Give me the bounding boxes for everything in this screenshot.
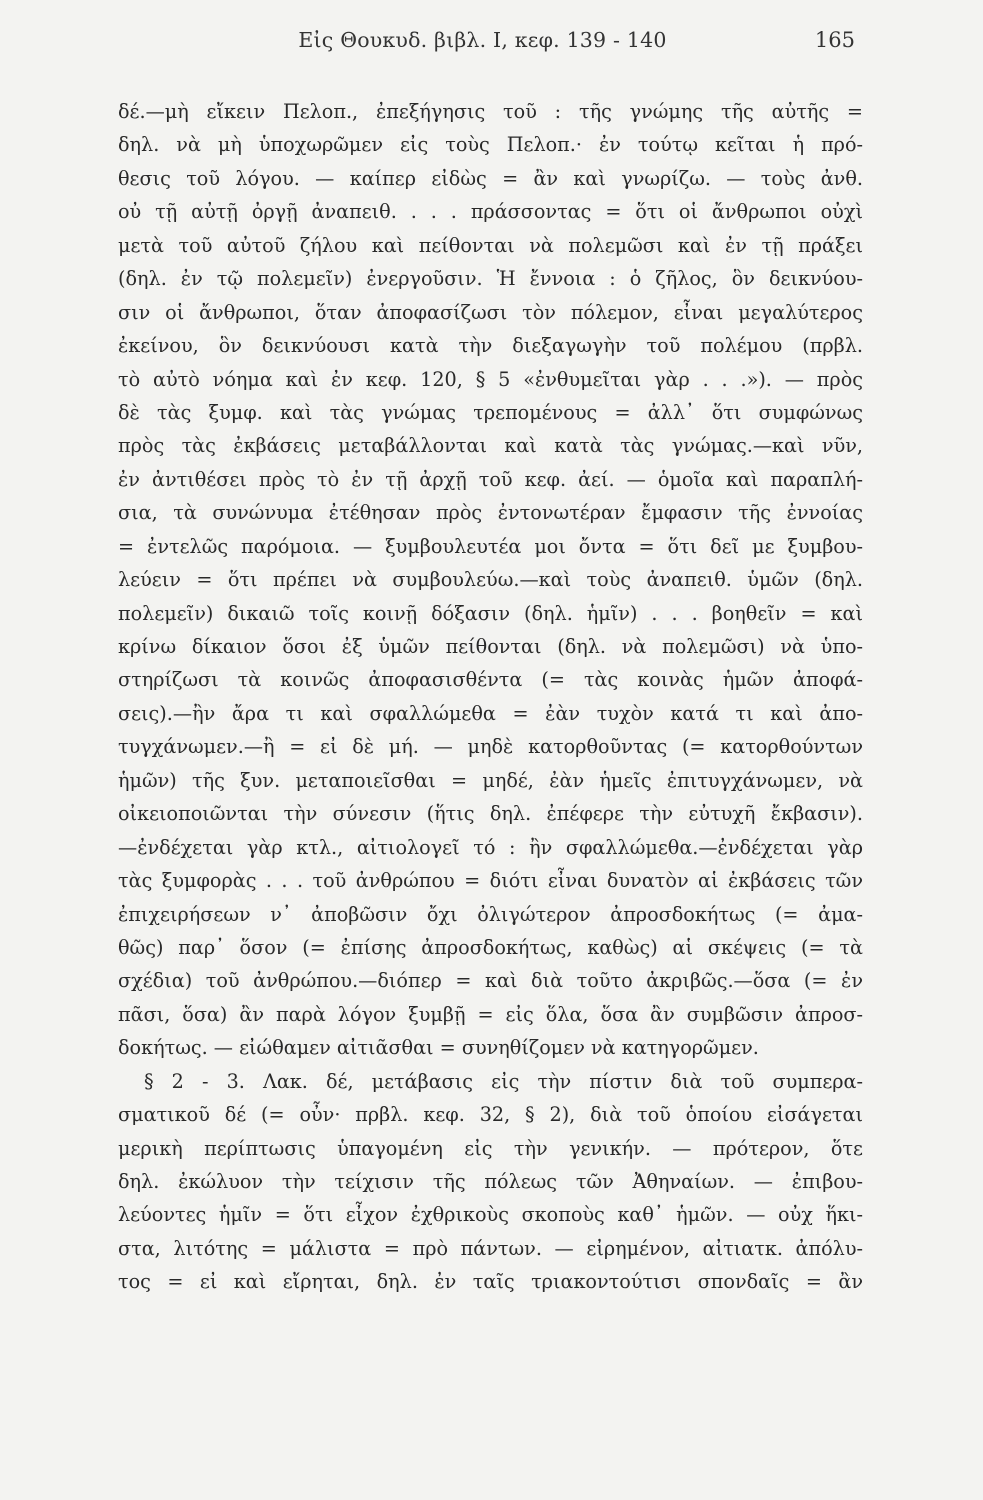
text-line: στα, λιτότης = μάλιστα = πρὸ πάντων. — εἰρημένον, αἰτιατκ. ἀπόλυ- xyxy=(118,1236,863,1260)
text-line: μερικὴ περίπτωσις ὑπαγομένη εἰς τὴν γενικήν. — πρότερον, ὅτε xyxy=(118,1136,863,1160)
paragraph-start-line: § 2 - 3. Λακ. δέ, μετάβασις εἰς τὴν πίστιν διὰ τοῦ συμπερα- xyxy=(144,1069,863,1093)
text-line: λεύοντες ἡμῖν = ὅτι εἶχον ἐχθρικοὺς σκοποὺς καθ᾽ ἡμῶν. — οὐχ ἥκι- xyxy=(118,1203,863,1227)
text-line: σματικοῦ δέ (= οὖν· πρβλ. κεφ. 32, § 2), διὰ τοῦ ὁποίου εἰσάγεται xyxy=(118,1103,863,1127)
text-line: πρὸς τὰς ἐκβάσεις μεταβάλλονται καὶ κατὰ τὰς γνώμας.—καὶ νῦν, xyxy=(118,434,863,458)
text-line: λεύειν = ὅτι πρέπει νὰ συμβουλεύω.—καὶ τοὺς ἀναπειθ. ὑμῶν (δηλ. xyxy=(118,568,863,592)
running-title: Εἰς Θουκυδ. βιβλ. Ι, κεφ. 139 - 140 xyxy=(298,28,667,52)
commentary-text xyxy=(118,95,863,1299)
text-line: ἐν ἀντιθέσει πρὸς τὸ ἐν τῇ ἀρχῇ τοῦ κεφ. ἀεί. — ὁμοῖα καὶ παραπλή- xyxy=(118,467,863,491)
text-line: σιν οἱ ἄνθρωποι, ὅταν ἀποφασίζωσι τὸν πόλεμον, εἶναι μεγαλύτερος xyxy=(118,300,863,324)
text-line: τος = εἰ καὶ εἴρηται, δηλ. ἐν ταῖς τριακοντούτισι σπονδαῖς = ἂν xyxy=(118,1270,863,1294)
text-line: δηλ. ἐκώλυον τὴν τείχισιν τῆς πόλεως τῶν Ἀθηναίων. — ἐπιβου- xyxy=(118,1170,863,1193)
text-line: τὰς ξυμφορὰς . . . τοῦ ἀνθρώπου = διότι εἶναι δυνατὸν αἱ ἐκβάσεις τῶν xyxy=(118,869,863,893)
text-line: κρίνω δίκαιον ὅσοι ἐξ ὑμῶν πείθονται (δηλ. νὰ πολεμῶσι) νὰ ὑπο- xyxy=(118,635,863,658)
text-line: μετὰ τοῦ αὐτοῦ ζήλου καὶ πείθονται νὰ πολεμῶσι καὶ ἐν τῇ πράξει xyxy=(118,233,863,257)
text-line: πολεμεῖν) δικαιῶ τοῖς κοινῇ δόξασιν (δηλ. ἡμῖν) . . . βοηθεῖν = καὶ xyxy=(118,601,863,625)
text-line: θῶς) παρ᾽ ὅσον (= ἐπίσης ἀπροσδοκήτως, καθὼς) αἱ σκέψεις (= τὰ xyxy=(118,935,863,959)
text-line: τυγχάνωμεν.—ἢ = εἰ δὲ μή. — μηδὲ κατορθοῦντας (= κατορθούντων xyxy=(118,735,863,759)
text-line: σια, τὰ συνώνυμα ἐτέθησαν πρὸς ἐντονωτέραν ἔμφασιν τῆς ἐννοίας xyxy=(118,501,863,525)
text-line: οὐ τῇ αὐτῇ ὀργῇ ἀναπειθ. . . . πράσσοντας = ὅτι οἱ ἄνθρωποι οὐχὶ xyxy=(118,200,863,224)
text-line: πᾶσι, ὅσα) ἂν παρὰ λόγον ξυμβῇ = εἰς ὅλα, ὅσα ἂν συμβῶσιν ἀπροσ- xyxy=(118,1002,863,1026)
text-line: θεσις τοῦ λόγου. — καίπερ εἰδὼς = ἂν καὶ γνωρίζω. — τοὺς ἀνθ. xyxy=(118,166,863,190)
text-line: στηρίζωσι τὰ κοινῶς ἀποφασισθέντα (= τὰς κοινὰς ἡμῶν ἀποφά- xyxy=(118,668,863,692)
text-line: σχέδια) τοῦ ἀνθρώπου.—διόπερ = καὶ διὰ τοῦτο ἀκριβῶς.—ὅσα (= ἐν xyxy=(118,969,863,993)
text-line: δὲ τὰς ξυμφ. καὶ τὰς γνώμας τρεπομένους = ἀλλ᾽ ὅτι συμφώνως xyxy=(118,400,863,424)
text-line: δέ.—μὴ εἴκειν Πελοπ., ἐπεξήγησις τοῦ : τῆς γνώμης τῆς αὐτῆς = xyxy=(118,100,863,123)
text-line: = ἐντελῶς παρόμοια. — ξυμβουλευτέα μοι ὄντα = ὅτι δεῖ με ξυμβου- xyxy=(118,534,863,558)
text-line: σεις).—ἢν ἄρα τι καὶ σφαλλώμεθα = ἐὰν τυχὸν κατά τι καὶ ἀπο- xyxy=(118,701,863,725)
running-head xyxy=(110,28,855,58)
text-line: (δηλ. ἐν τῷ πολεμεῖν) ἐνεργοῦσιν. Ἡ ἔννοια : ὁ ζῆλος, ὃν δεικνύου- xyxy=(118,267,863,291)
text-line: τὸ αὐτὸ νόημα καὶ ἐν κεφ. 120, § 5 «ἐνθυμεῖται γὰρ . . .»). — πρὸς xyxy=(118,367,863,391)
text-line: ἐπιχειρήσεων ν᾽ ἀποβῶσιν ὄχι ὀλιγώτερον ἀπροσδοκήτως (= ἀμα- xyxy=(118,902,863,926)
text-line: ἐκείνου, ὃν δεικνύουσι κατὰ τὴν διεξαγωγὴν τοῦ πολέμου (πρβλ. xyxy=(118,334,863,358)
text-line: δοκήτως. — εἰώθαμεν αἰτιᾶσθαι = συνηθίζομεν νὰ κατηγορῶμεν. xyxy=(118,1036,759,1060)
text-line: οἰκειοποιῶνται τὴν σύνεσιν (ἥτις δηλ. ἐπέφερε τὴν εὐτυχῆ ἔκβασιν). xyxy=(118,802,863,826)
text-line: —ἐνδέχεται γὰρ κτλ., αἰτιολογεῖ τό : ἢν σφαλλώμεθα.—ἐνδέχεται γὰρ xyxy=(118,835,863,859)
text-line: ἡμῶν) τῆς ξυν. μεταποιεῖσθαι = μηδέ, ἐὰν ἡμεῖς ἐπιτυγχάνωμεν, νὰ xyxy=(118,768,863,792)
text-line: δηλ. νὰ μὴ ὑποχωρῶμεν εἰς τοὺς Πελοπ.· ἐν τούτῳ κεῖται ἡ πρό- xyxy=(118,133,863,157)
page-number: 165 xyxy=(814,28,855,52)
